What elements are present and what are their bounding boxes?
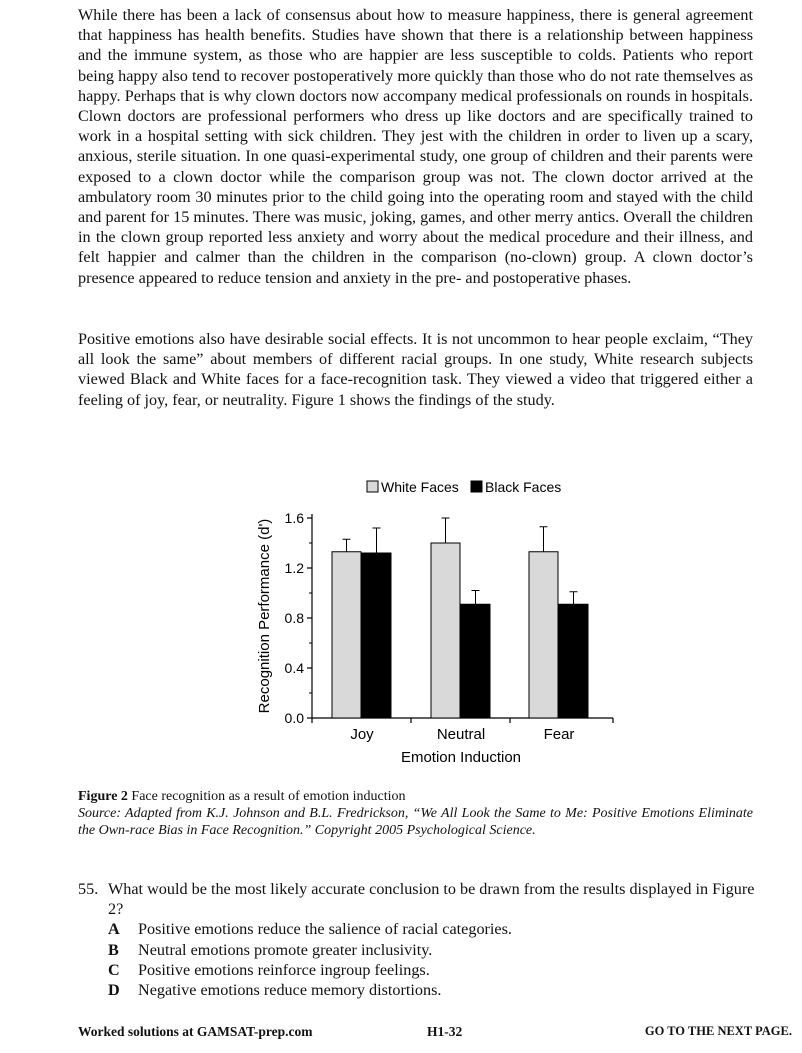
y-tick-label: 1.6 bbox=[284, 510, 304, 526]
figure-caption-text: Face recognition as a result of emotion induction bbox=[131, 789, 406, 804]
option-c[interactable] bbox=[108, 960, 758, 980]
figure-source: Source: Adapted from K.J. Johnson and B.L. Fredrickson, “We All Look the Same to Me: Positive Emotions Eliminate the Own-race Bias in Face Recognition.” Copyright 2005 Psychological Science. bbox=[78, 806, 753, 838]
option-letter: D bbox=[108, 980, 120, 999]
bar-black-faces-fear bbox=[559, 604, 588, 718]
x-tick-label: Neutral bbox=[436, 726, 486, 743]
y-tick-label: 1.2 bbox=[284, 560, 304, 576]
option-text: Negative emotions reduce memory distortions. bbox=[138, 980, 442, 999]
legend-swatch bbox=[471, 481, 482, 492]
option-text: Neutral emotions promote greater inclusivity. bbox=[138, 940, 433, 959]
question-stem: What would be the most likely accurate conclusion to be drawn from the results displayed in Figure 2? bbox=[108, 880, 755, 919]
option-d[interactable] bbox=[108, 980, 758, 1000]
bar-black-faces-joy bbox=[362, 553, 391, 718]
paragraph-happiness-health: While there has been a lack of consensus about how to measure happiness, there is general agreement that happiness has health benefits. Studies have shown that there is a relationship between happiness and the immune system, as those who are happier are less susceptible to colds. Patients who report being happy also tend to recover postoperatively more quickly than those who do not rate themselves as happy. Perhaps that is why clown doctors now accompany medical professionals on rounds in hospitals. Clown doctors are professional performers who dress up like doctors and are specifically trained to work in a hospital setting with sick children. They jest with the children in order to liven up a scary, anxious, sterile situation. In one quasi-experimental study, one group of children and their parents were exposed to a clown doctor while the comparison group was not. The clown doctor arrived at the ambulatory room 30 minutes prior to the child going into the operating room and stayed with the child and parent for 15 minutes. There was music, joking, games, and other merry antics. Overall the children in the clown group reported less anxiety and worry about the medical procedure and their illness, and felt happier and calmer than the children in the comparison (no-clown) group. A clown doctor’s presence appeared to reduce tension and anxiety in the pre- and postoperative phases. bbox=[78, 6, 753, 287]
option-a[interactable] bbox=[108, 919, 758, 939]
bar-white-faces-joy bbox=[332, 552, 361, 718]
question-55 bbox=[78, 879, 758, 1000]
y-axis-title: Recognition Performance (d') bbox=[256, 518, 273, 714]
bar-white-faces-neutral bbox=[431, 543, 460, 718]
y-tick-label: 0.0 bbox=[284, 710, 304, 726]
figure-caption bbox=[78, 789, 753, 806]
page-number: H1-32 bbox=[427, 1024, 463, 1039]
legend-swatch bbox=[367, 481, 378, 492]
option-letter: B bbox=[108, 940, 119, 959]
option-letter: A bbox=[108, 920, 120, 939]
figure-label: Figure 2 bbox=[78, 789, 128, 804]
legend-label: Black Faces bbox=[485, 479, 562, 495]
bar-white-faces-fear bbox=[529, 552, 558, 718]
paragraph-social-effects: Positive emotions also have desirable social effects. It is not uncommon to hear people exclaim, “They all look the same” about members of different racial groups. In one study, White research subjects viewed Black and White faces for a face-recognition task. They viewed a video that triggered either a feeling of joy, fear, or neutrality. Figure 1 shows the findings of the study. bbox=[78, 330, 753, 409]
page-footer bbox=[78, 1024, 792, 1044]
figure-chart bbox=[0, 470, 802, 790]
bar-chart bbox=[0, 470, 802, 790]
footer-website: Worked solutions at GAMSAT-prep.com bbox=[78, 1024, 313, 1039]
option-letter: C bbox=[108, 960, 120, 979]
option-b[interactable] bbox=[108, 940, 758, 960]
bar-black-faces-neutral bbox=[461, 604, 490, 718]
next-page-note: GO TO THE NEXT PAGE. bbox=[644, 1024, 792, 1038]
option-text: Positive emotions reduce the salience of racial categories. bbox=[138, 920, 512, 939]
option-text: Positive emotions reinforce ingroup feelings. bbox=[138, 960, 430, 979]
y-tick-label: 0.4 bbox=[284, 660, 304, 676]
legend-label: White Faces bbox=[381, 479, 459, 495]
question-number: 55. bbox=[78, 880, 99, 898]
x-tick-label: Fear bbox=[543, 726, 575, 743]
x-tick-label: Joy bbox=[350, 726, 374, 743]
y-tick-label: 0.8 bbox=[284, 610, 304, 626]
x-axis-title: Emotion Induction bbox=[400, 749, 522, 766]
